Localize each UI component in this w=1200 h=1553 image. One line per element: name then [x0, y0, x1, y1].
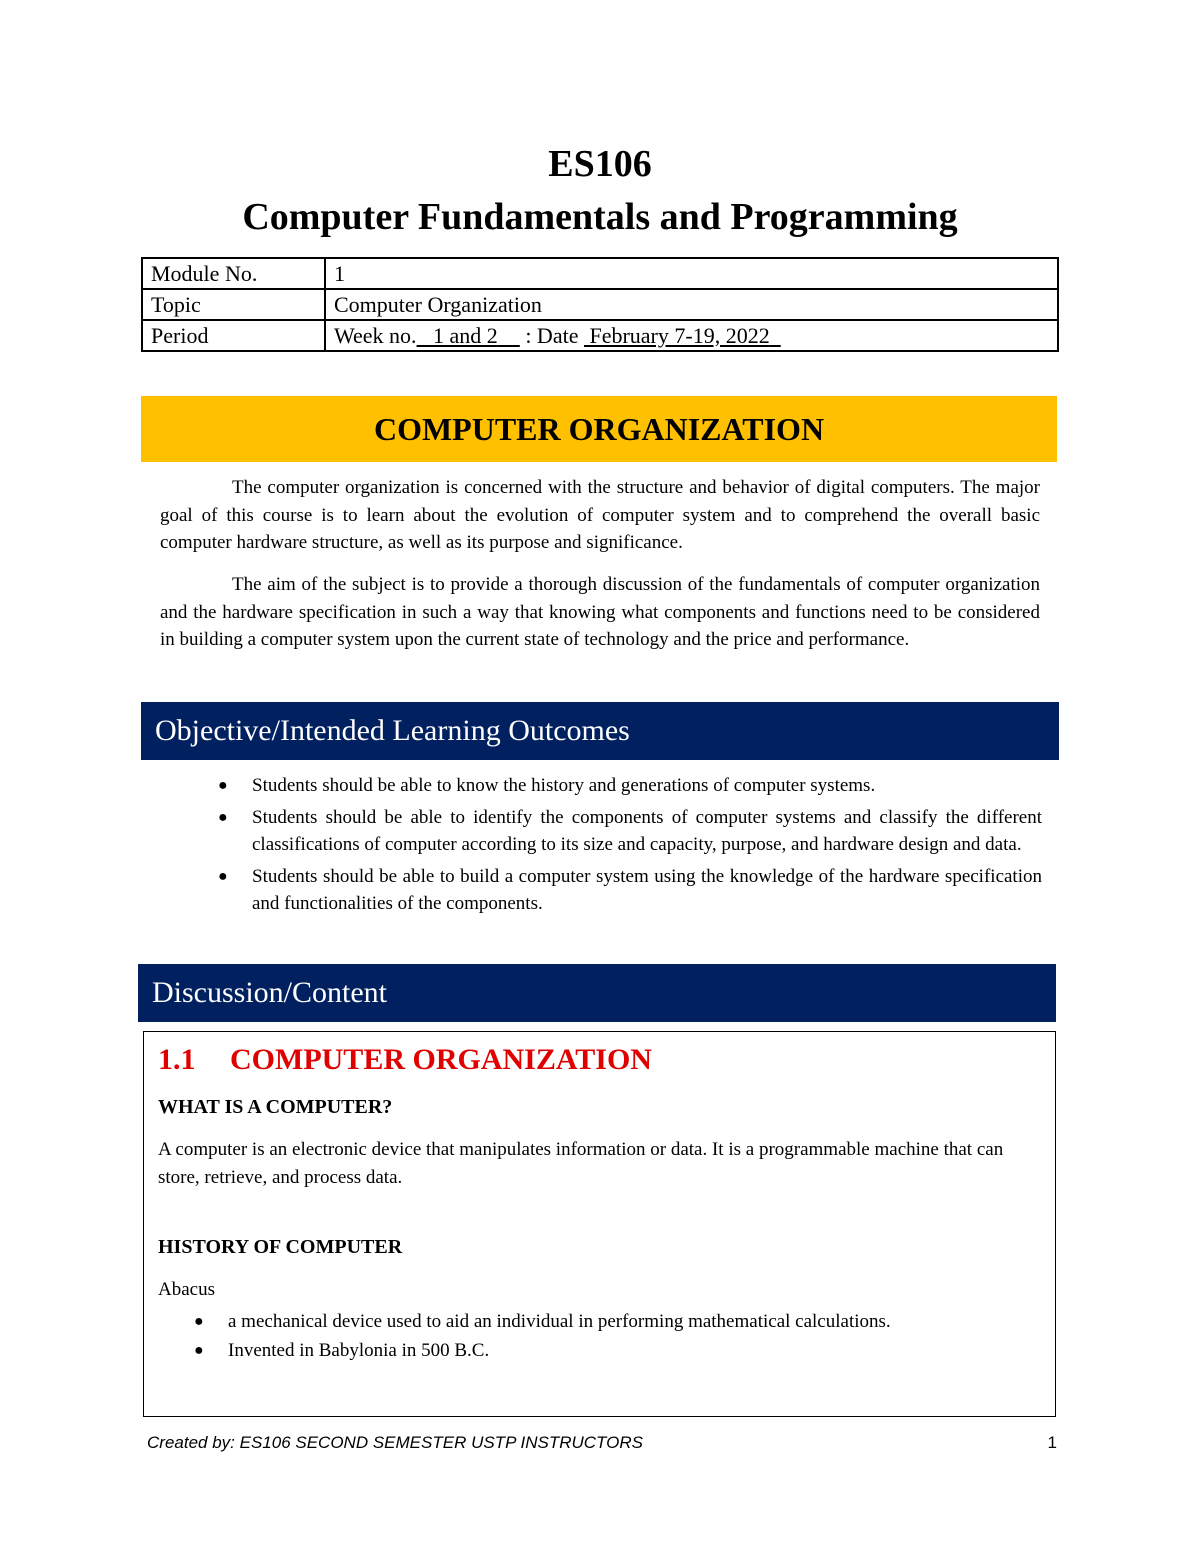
page-footer — [147, 1433, 1057, 1459]
list-item: ● Students should be able to identify the components of computer systems and classify the different classifications of computer according to its size and capacity, purpose, and hardware design and data. — [252, 804, 1042, 859]
footer-credit: Created by: ES106 SECOND SEMESTER USTP INSTRUCTORS — [147, 1433, 643, 1452]
topic-value: Computer Organization — [325, 289, 1058, 320]
intro-paragraph-1: The computer organization is concerned with the structure and behavior of digital computers. The major goal of this course is to learn about the evolution of computer system and to comprehend the overall basic computer hardware structure, as well as its purpose and significance. — [160, 477, 1040, 553]
week-prefix: Week no. — [334, 322, 417, 348]
period-label: Period — [142, 320, 325, 351]
discussion-heading: Discussion/Content — [138, 964, 1056, 1022]
period-value — [325, 320, 1058, 351]
bullet-icon: ● — [218, 867, 228, 885]
bullet-icon: ● — [218, 777, 228, 794]
what-heading: WHAT IS A COMPUTER? — [158, 1096, 393, 1118]
bullet-icon: ● — [218, 808, 228, 826]
history-heading: HISTORY OF COMPUTER — [158, 1236, 403, 1258]
module-info-table — [141, 257, 1059, 352]
bullet-icon: ● — [194, 1313, 204, 1330]
page-number: 1 — [1047, 1433, 1057, 1452]
module-value: 1 — [325, 258, 1058, 289]
table-row — [142, 320, 1058, 351]
section-title: 1.1 COMPUTER ORGANIZATION — [158, 1040, 652, 1080]
list-item: ● Invented in Babylonia in 500 B.C. — [228, 1336, 1028, 1365]
bullet-icon: ● — [194, 1342, 204, 1359]
topic-label: Topic — [142, 289, 325, 320]
section-banner: COMPUTER ORGANIZATION — [141, 396, 1057, 462]
list-item: ● a mechanical device used to aid an individual in performing mathematical calculations. — [228, 1307, 1028, 1336]
course-code: ES106 — [548, 143, 652, 185]
module-label: Module No. — [142, 258, 325, 289]
objectives-heading: Objective/Intended Learning Outcomes — [141, 702, 1059, 760]
date-prefix: : Date — [525, 322, 579, 348]
abacus-label: Abacus — [158, 1279, 215, 1300]
table-row — [142, 289, 1058, 320]
course-title: Computer Fundamentals and Programming — [242, 196, 958, 238]
objectives-list — [218, 772, 1042, 922]
abacus-list — [194, 1307, 1028, 1365]
what-text: A computer is an electronic device that manipulates information or data. It is a programmable machine that can store, retrieve, and process data. — [158, 1139, 1004, 1188]
week-value: 1 and 2 — [433, 322, 498, 348]
list-item: ● Students should be able to build a computer system using the knowledge of the hardware specification and functionalities of the components. — [252, 863, 1042, 918]
table-row — [142, 258, 1058, 289]
list-item: ● Students should be able to know the history and generations of computer systems. — [252, 772, 1042, 800]
section-number: 1.1 — [158, 1043, 196, 1076]
content-box — [143, 1031, 1056, 1417]
date-value: February 7-19, 2022 — [589, 322, 770, 348]
intro-paragraph-2: The aim of the subject is to provide a thorough discussion of the fundamentals of computer organization and the hardware specification in such a way that knowing what components and functions need to be considered in building a computer system upon the current state of technology and the price and performance. — [160, 574, 1040, 650]
